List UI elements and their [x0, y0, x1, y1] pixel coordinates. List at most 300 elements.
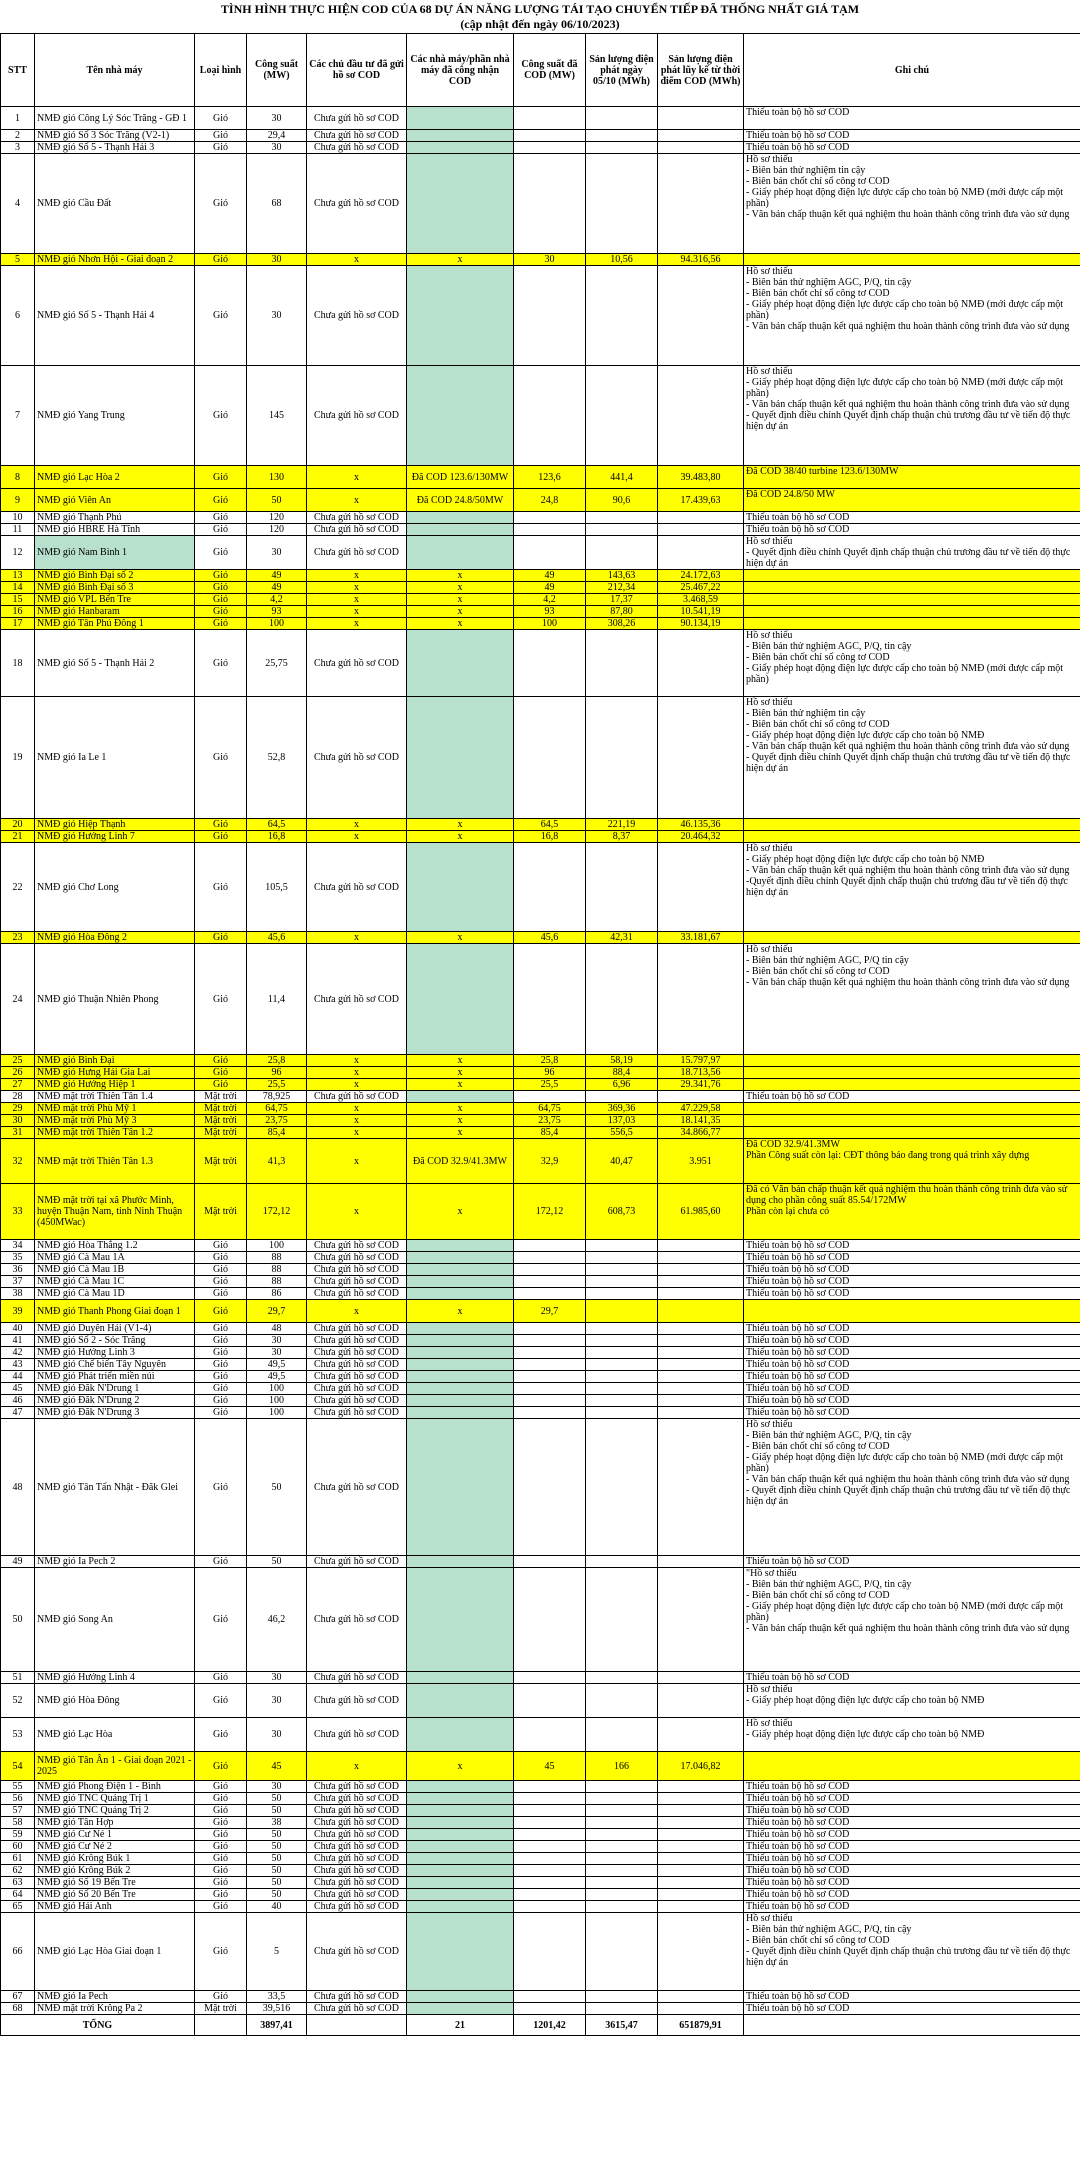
- cell-capacity: 120: [247, 524, 307, 536]
- table-row: [1, 1067, 1080, 1079]
- cell-cod-capacity: [514, 1288, 586, 1300]
- cell-type: Gió: [195, 154, 247, 254]
- cell-plant-name: NMĐ gió Cầu Đất: [35, 154, 195, 254]
- cell-note: Thiếu toàn bộ hồ sơ COD: [744, 1276, 1080, 1288]
- cell-type: Gió: [195, 1383, 247, 1395]
- cell-daily-output: [586, 154, 658, 254]
- report-title: TÌNH HÌNH THỰC HIỆN COD CỦA 68 DỰ ÁN NĂNG LƯỢNG TÁI TẠO CHUYỂN TIẾP ĐÃ THỐNG NHẤT GIÁ TẠM: [220, 2, 860, 16]
- cell-plant-name: NMĐ gió Ia Pech 2: [35, 1556, 195, 1568]
- cell-plant-name: NMĐ gió Song An: [35, 1568, 195, 1672]
- total-daily-output: 3615,47: [586, 2015, 658, 2036]
- cell-cod-capacity: 100: [514, 618, 586, 630]
- cell-cod-capacity: 45,6: [514, 932, 586, 944]
- cell-cumulative-output: 10.541,19: [658, 606, 744, 618]
- table-row: [1, 932, 1080, 944]
- cell-submitted: Chưa gửi hồ sơ COD: [307, 1419, 407, 1556]
- cell-daily-output: 58,19: [586, 1055, 658, 1067]
- cell-cumulative-output: 18.141,35: [658, 1115, 744, 1127]
- cell-submitted: x: [307, 932, 407, 944]
- cell-type: Gió: [195, 524, 247, 536]
- cell-capacity: 49,5: [247, 1371, 307, 1383]
- table-row: [1, 1901, 1080, 1913]
- cell-capacity: 64,75: [247, 1103, 307, 1115]
- cell-capacity: 49: [247, 582, 307, 594]
- table-row: [1, 594, 1080, 606]
- cell-type: Gió: [195, 536, 247, 570]
- cell-cod-capacity: [514, 1829, 586, 1841]
- cell-cumulative-output: [658, 1556, 744, 1568]
- cell-capacity: 100: [247, 618, 307, 630]
- cell-note: Thiếu toàn bộ hồ sơ COD: [744, 1252, 1080, 1264]
- cell-daily-output: [586, 630, 658, 697]
- report-header: [0, 0, 1080, 33]
- cell-recognized: [407, 1323, 514, 1335]
- cell-stt: 39: [1, 1300, 35, 1323]
- cell-cumulative-output: 33.181,67: [658, 932, 744, 944]
- cell-type: Gió: [195, 618, 247, 630]
- cell-daily-output: [586, 1091, 658, 1103]
- cell-plant-name: NMĐ mặt trời Phù Mỹ 3: [35, 1115, 195, 1127]
- cell-submitted: Chưa gửi hồ sơ COD: [307, 1805, 407, 1817]
- cell-cod-capacity: [514, 1276, 586, 1288]
- cell-note: Hồ sơ thiếu - Biên bản thử nghiệm AGC, P/Q tin cậy - Biên bản chốt chỉ số công tơ COD - Văn bản chấp thuận kết quả nghiệm thu hoàn thành công trình đưa vào sử dụng: [744, 944, 1080, 1055]
- cell-submitted: Chưa gửi hồ sơ COD: [307, 1913, 407, 1991]
- cell-capacity: 30: [247, 1781, 307, 1793]
- cell-note: [744, 1127, 1080, 1139]
- table-row: [1, 630, 1080, 697]
- cell-cumulative-output: [658, 1684, 744, 1718]
- cell-type: Gió: [195, 1853, 247, 1865]
- cell-note: Hồ sơ thiếu - Quyết định điều chỉnh Quyết định chấp thuận chủ trương đầu tư về tiến độ thực hiện dự án: [744, 536, 1080, 570]
- cell-note: [744, 1115, 1080, 1127]
- cell-submitted: Chưa gửi hồ sơ COD: [307, 266, 407, 366]
- cell-type: Gió: [195, 1817, 247, 1829]
- cell-type: Gió: [195, 266, 247, 366]
- cell-recognized: [407, 1684, 514, 1718]
- cell-capacity: 5: [247, 1913, 307, 1991]
- cell-note: Thiếu toàn bộ hồ sơ COD: [744, 1991, 1080, 2003]
- cell-submitted: Chưa gửi hồ sơ COD: [307, 1347, 407, 1359]
- cell-note: Thiếu toàn bộ hồ sơ COD: [744, 1793, 1080, 1805]
- table-row: [1, 1817, 1080, 1829]
- cell-cumulative-output: [658, 1901, 744, 1913]
- cell-note: Hồ sơ thiếu - Biên bản thử nghiệm AGC, P/Q, tin cậy - Biên bản chốt chỉ số công tơ COD - Giấy phép hoạt động điện lực được cấp cho toàn bộ NMĐ (mới được cấp một phần): [744, 630, 1080, 697]
- cell-plant-name: NMĐ gió Hướng Hiệp 1: [35, 1079, 195, 1091]
- cell-daily-output: [586, 944, 658, 1055]
- total-note: [744, 2015, 1080, 2036]
- cell-capacity: 30: [247, 1684, 307, 1718]
- cell-cod-capacity: [514, 1359, 586, 1371]
- table-row: [1, 606, 1080, 618]
- cell-submitted: x: [307, 1184, 407, 1240]
- cell-type: Gió: [195, 1877, 247, 1889]
- cell-submitted: Chưa gửi hồ sơ COD: [307, 512, 407, 524]
- cell-capacity: 52,8: [247, 697, 307, 819]
- cell-plant-name: NMĐ gió Thạnh Phú: [35, 512, 195, 524]
- cell-plant-name: NMĐ gió Chế biến Tây Nguyên: [35, 1359, 195, 1371]
- cell-stt: 19: [1, 697, 35, 819]
- cell-type: Gió: [195, 1395, 247, 1407]
- cell-cumulative-output: [658, 630, 744, 697]
- cell-cumulative-output: [658, 1091, 744, 1103]
- cell-cod-capacity: 49: [514, 582, 586, 594]
- cell-cumulative-output: [658, 1877, 744, 1889]
- cell-daily-output: [586, 1252, 658, 1264]
- cell-submitted: x: [307, 819, 407, 831]
- cell-submitted: Chưa gửi hồ sơ COD: [307, 1877, 407, 1889]
- cell-note: Thiếu toàn bộ hồ sơ COD: [744, 1407, 1080, 1419]
- cell-type: Gió: [195, 1865, 247, 1877]
- cell-cumulative-output: 25.467,22: [658, 582, 744, 594]
- cell-recognized: [407, 366, 514, 466]
- cell-daily-output: [586, 1793, 658, 1805]
- table-row: [1, 1865, 1080, 1877]
- cell-capacity: 78,925: [247, 1091, 307, 1103]
- cell-cumulative-output: 15.797,97: [658, 1055, 744, 1067]
- cell-cumulative-output: [658, 154, 744, 254]
- cell-capacity: 16,8: [247, 831, 307, 843]
- cell-note: Thiếu toàn bộ hồ sơ COD: [744, 1240, 1080, 1252]
- cell-plant-name: NMĐ gió Ia Pech: [35, 1991, 195, 2003]
- table-row: [1, 1672, 1080, 1684]
- cell-stt: 24: [1, 944, 35, 1055]
- cell-stt: 26: [1, 1067, 35, 1079]
- cell-plant-name: NMĐ gió Số 5 - Thạnh Hải 3: [35, 142, 195, 154]
- table-row: [1, 1079, 1080, 1091]
- cell-cumulative-output: [658, 1323, 744, 1335]
- cell-plant-name: NMĐ gió Số 5 - Thạnh Hải 2: [35, 630, 195, 697]
- cell-recognized: x: [407, 254, 514, 266]
- cell-capacity: 100: [247, 1240, 307, 1252]
- cell-note: Hồ sơ thiếu - Giấy phép hoạt động điện lực được cấp cho toàn bộ NMĐ: [744, 1718, 1080, 1752]
- cell-daily-output: [586, 1853, 658, 1865]
- cell-note: Hồ sơ thiếu - Biên bản thử nghiệm AGC, P/Q, tin cậy - Biên bản chốt chỉ số công tơ COD - Giấy phép hoạt động điện lực được cấp cho toàn bộ NMĐ (mới được cấp một phần) - Văn bản chấp thuận kết quả nghiệm thu hoàn thành công trình đưa vào sử dụng - Quyết định điều chỉnh Quyết định chấp thuận chủ trương đầu tư về tiến độ thực hiện dự án: [744, 1419, 1080, 1556]
- cell-cumulative-output: [658, 130, 744, 142]
- table-row: [1, 536, 1080, 570]
- cell-daily-output: 556,5: [586, 1127, 658, 1139]
- cell-daily-output: [586, 1264, 658, 1276]
- cell-type: Gió: [195, 1407, 247, 1419]
- cell-type: Gió: [195, 1556, 247, 1568]
- cell-cod-capacity: [514, 1264, 586, 1276]
- cell-note: [744, 1079, 1080, 1091]
- cell-daily-output: [586, 1395, 658, 1407]
- cell-note: Thiếu toàn bộ hồ sơ COD: [744, 1347, 1080, 1359]
- cell-stt: 62: [1, 1865, 35, 1877]
- cell-cod-capacity: 25,8: [514, 1055, 586, 1067]
- cell-cumulative-output: 17.439,63: [658, 489, 744, 512]
- cell-plant-name: NMĐ gió Krông Búk 2: [35, 1865, 195, 1877]
- cell-capacity: 49,5: [247, 1359, 307, 1371]
- cell-note: Thiếu toàn bộ hồ sơ COD: [744, 2003, 1080, 2015]
- table-row: [1, 2003, 1080, 2015]
- cell-submitted: Chưa gửi hồ sơ COD: [307, 1335, 407, 1347]
- cell-cumulative-output: [658, 944, 744, 1055]
- cell-capacity: 45,6: [247, 932, 307, 944]
- cell-stt: 64: [1, 1889, 35, 1901]
- cell-note: Hồ sơ thiếu - Biên bản thử nghiệm AGC, P/Q, tin cậy - Biên bản chốt chỉ số công tơ COD - Giấy phép hoạt động điện lực được cấp cho toàn bộ NMĐ (mới được cấp một phần) - Văn bản chấp thuận kết quả nghiệm thu hoàn thành công trình đưa vào sử dụng: [744, 266, 1080, 366]
- cell-type: Gió: [195, 1752, 247, 1781]
- cell-cumulative-output: [658, 1853, 744, 1865]
- cell-plant-name: NMĐ gió Viên An: [35, 489, 195, 512]
- cell-recognized: [407, 142, 514, 154]
- cell-submitted: x: [307, 831, 407, 843]
- cell-type: Gió: [195, 512, 247, 524]
- cell-type: Gió: [195, 831, 247, 843]
- cell-cumulative-output: [658, 1781, 744, 1793]
- cell-recognized: [407, 1407, 514, 1419]
- table-row: [1, 1793, 1080, 1805]
- cell-recognized: x: [407, 582, 514, 594]
- cell-capacity: 100: [247, 1407, 307, 1419]
- cell-type: Gió: [195, 1913, 247, 1991]
- cell-capacity: 30: [247, 254, 307, 266]
- cell-daily-output: 10,56: [586, 254, 658, 266]
- total-row: [1, 2015, 1080, 2036]
- cell-plant-name: NMĐ gió Số 5 - Thạnh Hải 4: [35, 266, 195, 366]
- cell-note: Thiếu toàn bộ hồ sơ COD: [744, 1841, 1080, 1853]
- cell-stt: 40: [1, 1323, 35, 1335]
- cell-stt: 5: [1, 254, 35, 266]
- cell-submitted: Chưa gửi hồ sơ COD: [307, 1865, 407, 1877]
- cell-capacity: 88: [247, 1264, 307, 1276]
- cell-submitted: Chưa gửi hồ sơ COD: [307, 1091, 407, 1103]
- table-row: [1, 582, 1080, 594]
- cell-plant-name: NMĐ gió Hướng Linh 3: [35, 1347, 195, 1359]
- cell-submitted: Chưa gửi hồ sơ COD: [307, 1901, 407, 1913]
- cell-cod-capacity: 16,8: [514, 831, 586, 843]
- total-recognized: 21: [407, 2015, 514, 2036]
- cell-cumulative-output: [658, 1252, 744, 1264]
- cell-stt: 59: [1, 1829, 35, 1841]
- cell-type: Gió: [195, 1672, 247, 1684]
- cell-plant-name: NMĐ gió Hưng Hải Gia Lai: [35, 1067, 195, 1079]
- cell-stt: 55: [1, 1781, 35, 1793]
- cell-capacity: 30: [247, 1672, 307, 1684]
- cell-note: Thiếu toàn bộ hồ sơ COD: [744, 1805, 1080, 1817]
- cell-daily-output: 137,03: [586, 1115, 658, 1127]
- cell-cod-capacity: [514, 1889, 586, 1901]
- table-row: [1, 107, 1080, 130]
- cell-cod-capacity: [514, 1252, 586, 1264]
- cell-recognized: [407, 1829, 514, 1841]
- cell-recognized: [407, 1805, 514, 1817]
- cell-note: Thiếu toàn bộ hồ sơ COD: [744, 142, 1080, 154]
- cell-plant-name: NMĐ gió VPL Bến Tre: [35, 594, 195, 606]
- cell-recognized: [407, 1395, 514, 1407]
- cell-recognized: [407, 1991, 514, 2003]
- cell-cumulative-output: [658, 1395, 744, 1407]
- col-header-cod-capacity: Công suất đã COD (MW): [514, 34, 586, 107]
- cell-type: Gió: [195, 366, 247, 466]
- table-row: [1, 1252, 1080, 1264]
- cell-daily-output: [586, 142, 658, 154]
- cell-plant-name: NMĐ gió Cà Mau 1B: [35, 1264, 195, 1276]
- cell-daily-output: [586, 536, 658, 570]
- cell-submitted: Chưa gửi hồ sơ COD: [307, 1829, 407, 1841]
- cell-submitted: x: [307, 489, 407, 512]
- cell-cumulative-output: 18.713,56: [658, 1067, 744, 1079]
- cell-capacity: 41,3: [247, 1139, 307, 1184]
- table-row: [1, 697, 1080, 819]
- cell-plant-name: NMĐ gió HBRE Hà Tĩnh: [35, 524, 195, 536]
- cell-cumulative-output: [658, 536, 744, 570]
- cell-plant-name: NMĐ gió Cà Mau 1D: [35, 1288, 195, 1300]
- cell-daily-output: [586, 1877, 658, 1889]
- cell-cumulative-output: 90.134,19: [658, 618, 744, 630]
- cell-stt: 13: [1, 570, 35, 582]
- cell-type: Mặt trời: [195, 1127, 247, 1139]
- cell-recognized: x: [407, 594, 514, 606]
- table-row: [1, 130, 1080, 142]
- cell-type: Gió: [195, 1264, 247, 1276]
- cod-status-table: [0, 33, 1080, 2036]
- cell-daily-output: [586, 107, 658, 130]
- cell-note: [744, 932, 1080, 944]
- cell-cod-capacity: [514, 1240, 586, 1252]
- cell-note: Thiếu toàn bộ hồ sơ COD: [744, 1359, 1080, 1371]
- cell-daily-output: [586, 1323, 658, 1335]
- cell-cod-capacity: [514, 1395, 586, 1407]
- cell-cod-capacity: [514, 1877, 586, 1889]
- cell-cumulative-output: [658, 366, 744, 466]
- total-type: [195, 2015, 247, 2036]
- cell-recognized: [407, 1793, 514, 1805]
- cell-recognized: Đã COD 32.9/41.3MW: [407, 1139, 514, 1184]
- cell-recognized: x: [407, 831, 514, 843]
- cell-type: Gió: [195, 594, 247, 606]
- cell-daily-output: [586, 1991, 658, 2003]
- table-row: [1, 1395, 1080, 1407]
- cell-plant-name: NMĐ mặt trời tại xã Phước Minh, huyện Thuận Nam, tỉnh Ninh Thuận (450MWac): [35, 1184, 195, 1240]
- cell-cumulative-output: 61.985,60: [658, 1184, 744, 1240]
- table-row: [1, 366, 1080, 466]
- cell-submitted: x: [307, 466, 407, 489]
- cell-note: Hồ sơ thiếu - Giấy phép hoạt động điện lực được cấp cho toàn bộ NMĐ - Văn bản chấp thuận kết quả nghiệm thu hoàn thành công trình đưa vào sử dụng -Quyết định điều chỉnh Quyết định chấp thuận chủ trương đầu tư về tiến độ thực hiện dự án: [744, 843, 1080, 932]
- col-header-type: Loại hình: [195, 34, 247, 107]
- cell-cumulative-output: 20.464,32: [658, 831, 744, 843]
- cell-type: Gió: [195, 1240, 247, 1252]
- cell-cumulative-output: [658, 512, 744, 524]
- cell-cod-capacity: [514, 843, 586, 932]
- cell-submitted: Chưa gửi hồ sơ COD: [307, 1841, 407, 1853]
- cell-plant-name: NMĐ gió Yang Trung: [35, 366, 195, 466]
- cell-plant-name: NMĐ mặt trời Thiên Tân 1.2: [35, 1127, 195, 1139]
- cell-cod-capacity: [514, 266, 586, 366]
- cell-note: [744, 1752, 1080, 1781]
- cell-submitted: x: [307, 582, 407, 594]
- cell-recognized: [407, 266, 514, 366]
- cell-submitted: x: [307, 1103, 407, 1115]
- cell-recognized: x: [407, 1103, 514, 1115]
- cell-cod-capacity: [514, 142, 586, 154]
- table-row: [1, 466, 1080, 489]
- cell-note: Thiếu toàn bộ hồ sơ COD: [744, 130, 1080, 142]
- cell-capacity: 50: [247, 1556, 307, 1568]
- cell-daily-output: [586, 524, 658, 536]
- cell-cumulative-output: 39.483,80: [658, 466, 744, 489]
- cell-type: Gió: [195, 130, 247, 142]
- cell-recognized: x: [407, 1127, 514, 1139]
- cell-type: Gió: [195, 944, 247, 1055]
- cell-cumulative-output: [658, 1383, 744, 1395]
- cell-capacity: 49: [247, 570, 307, 582]
- cell-type: Gió: [195, 1568, 247, 1672]
- cell-daily-output: 441,4: [586, 466, 658, 489]
- cell-plant-name: NMĐ gió Phong Điện 1 - Bình: [35, 1781, 195, 1793]
- cell-note: Thiếu toàn bộ hồ sơ COD: [744, 1395, 1080, 1407]
- cell-submitted: Chưa gửi hồ sơ COD: [307, 944, 407, 1055]
- cell-cumulative-output: [658, 1419, 744, 1556]
- cell-recognized: [407, 1371, 514, 1383]
- cell-type: Mặt trời: [195, 1103, 247, 1115]
- table-row: [1, 1556, 1080, 1568]
- cell-recognized: x: [407, 819, 514, 831]
- table-row: [1, 1288, 1080, 1300]
- cell-cumulative-output: [658, 1276, 744, 1288]
- table-row: [1, 1889, 1080, 1901]
- cell-plant-name: NMĐ gió Nam Bình 1: [35, 536, 195, 570]
- cell-note: Thiếu toàn bộ hồ sơ COD: [744, 107, 1080, 130]
- cell-daily-output: [586, 1672, 658, 1684]
- cell-stt: 51: [1, 1672, 35, 1684]
- cell-plant-name: NMĐ gió Tân Tấn Nhật - Đăk Glei: [35, 1419, 195, 1556]
- cell-type: Gió: [195, 1793, 247, 1805]
- cell-submitted: Chưa gửi hồ sơ COD: [307, 1407, 407, 1419]
- cell-type: Gió: [195, 932, 247, 944]
- cell-recognized: [407, 107, 514, 130]
- cell-daily-output: 87,80: [586, 606, 658, 618]
- cell-type: Mặt trời: [195, 1139, 247, 1184]
- cell-cumulative-output: [658, 1718, 744, 1752]
- cell-capacity: 105,5: [247, 843, 307, 932]
- cell-plant-name: NMĐ gió Cà Mau 1A: [35, 1252, 195, 1264]
- cell-stt: 7: [1, 366, 35, 466]
- cell-stt: 23: [1, 932, 35, 944]
- cell-stt: 16: [1, 606, 35, 618]
- cell-stt: 44: [1, 1371, 35, 1383]
- cell-submitted: Chưa gửi hồ sơ COD: [307, 1264, 407, 1276]
- cell-note: [744, 254, 1080, 266]
- cell-cumulative-output: [658, 266, 744, 366]
- cell-cod-capacity: [514, 1371, 586, 1383]
- cell-cumulative-output: [658, 1672, 744, 1684]
- cell-capacity: 39,516: [247, 2003, 307, 2015]
- cell-capacity: 30: [247, 142, 307, 154]
- cell-cod-capacity: [514, 944, 586, 1055]
- cell-submitted: x: [307, 1115, 407, 1127]
- cell-note: Thiếu toàn bộ hồ sơ COD: [744, 1889, 1080, 1901]
- cell-capacity: 172,12: [247, 1184, 307, 1240]
- cell-capacity: 25,8: [247, 1055, 307, 1067]
- cell-type: Gió: [195, 466, 247, 489]
- cell-capacity: 86: [247, 1288, 307, 1300]
- cell-cumulative-output: [658, 1829, 744, 1841]
- cell-submitted: Chưa gửi hồ sơ COD: [307, 1288, 407, 1300]
- cell-note: Thiếu toàn bộ hồ sơ COD: [744, 1865, 1080, 1877]
- cell-cod-capacity: 4,2: [514, 594, 586, 606]
- cell-stt: 41: [1, 1335, 35, 1347]
- cell-plant-name: NMĐ gió Hòa Đông: [35, 1684, 195, 1718]
- cell-note: Thiếu toàn bộ hồ sơ COD: [744, 1877, 1080, 1889]
- cell-submitted: Chưa gửi hồ sơ COD: [307, 697, 407, 819]
- cell-cumulative-output: [658, 1793, 744, 1805]
- cell-submitted: x: [307, 570, 407, 582]
- cell-cod-capacity: [514, 1091, 586, 1103]
- cell-cumulative-output: [658, 1264, 744, 1276]
- cell-cumulative-output: [658, 1335, 744, 1347]
- table-row: [1, 618, 1080, 630]
